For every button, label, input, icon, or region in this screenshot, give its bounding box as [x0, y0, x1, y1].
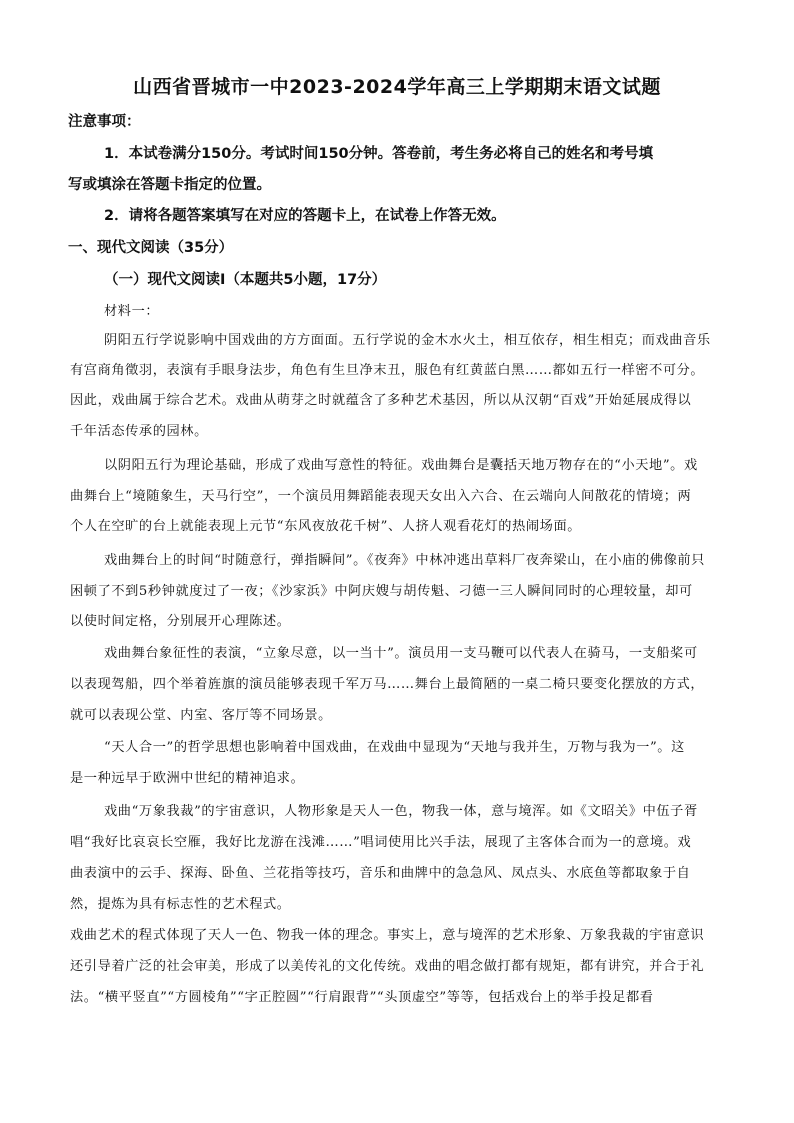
paragraph-line: 困顿了不到5秒钟就度过了一夜；《沙家浜》中阿庆嫂与胡传魁、刁德一三人瞬间同时的心理较量，却可	[70, 584, 693, 599]
paragraph-line: 因此，戏曲属于综合艺术。戏曲从萌芽之时就蕴含了多种艺术基因，所以从汉朝“百戏”开始延展成得以	[70, 393, 692, 408]
paragraph-line: “天人合一”的哲学思想也影响着中国戏曲，在戏曲中显现为“天地与我并生，万物与我为一”。这	[104, 740, 685, 755]
paragraph-line: 戏曲舞台象征性的表演，“立象尽意，以一当十”。演员用一支马鞭可以代表人在骑马，一支船桨可	[104, 646, 698, 661]
paragraph-line: 个人在空旷的台上就能表现上元节“东风夜放花千树”、人挤人观看花灯的热闹场面。	[70, 519, 582, 534]
notice-heading: 注意事项：	[68, 114, 141, 130]
paragraph-line: 法。“横平竖直”“方圆棱角”“字正腔圆”“行肩跟背”“头顶虚空”等等，包括戏台上的举手投足都看	[70, 990, 654, 1005]
paragraph-line: 以表现驾船，四个举着旌旗的演员能够表现千军万马……舞台上最简陋的一桌二椅只要变化摆放的方式，	[70, 677, 705, 692]
paragraph-line: 还引导着广泛的社会审美，形成了以美传礼的文化传统。戏曲的唱念做打都有规矩，都有讲究，并合于礼	[70, 959, 705, 974]
paragraph-line: 有宫商角徵羽，表演有手眼身法步，角色有生旦净末丑，服色有红黄蓝白黑……都如五行一样密不可分。	[70, 363, 705, 378]
paragraph-line: 戏曲艺术的程式体现了天人一色、物我一体的理念。事实上，意与境浑的艺术形象、万象我裁的宇宙意识	[70, 928, 705, 943]
paragraph-line: 唱“我好比哀哀长空雁，我好比龙游在浅滩……”唱词使用比兴手法，展现了主客体合而为一的意境。戏	[70, 835, 692, 850]
paragraph-line: 曲表演中的云手、探海、卧鱼、兰花指等技巧，音乐和曲牌中的急急风、凤点头、水底鱼等都取象于自	[70, 866, 691, 881]
paragraph-line: 以使时间定格，分别展开心理陈述。	[70, 614, 291, 629]
material-label: 材料一：	[104, 304, 160, 319]
section-heading: 一、现代文阅读（35分）	[68, 240, 234, 256]
notice-item-1-line-1: 1．本试卷满分150分。考试时间150分钟。答卷前，考生务必将自己的姓名和考号填	[104, 146, 654, 162]
paragraph-line: 千年活态传承的园林。	[70, 424, 208, 439]
notice-item-1-line-2: 写或填涂在答题卡指定的位置。	[68, 177, 271, 193]
subsection-heading: （一）现代文阅读Ⅰ（本题共5小题，17分）	[104, 272, 387, 288]
paragraph-line: 戏曲舞台上的时间“时随意行，弹指瞬间”。《夜奔》中林冲逃出草料厂夜奔梁山，在小庙的佛像前只	[104, 553, 705, 568]
paragraph-line: 阴阳五行学说影响中国戏曲的方方面面。五行学说的金木水火土，相互依存，相生相克；而戏曲音乐	[104, 333, 711, 348]
paragraph-line: 戏曲“万象我裁”的宇宙意识，人物形象是天人一色，物我一体，意与境浑。如《文昭关》中伍子胥	[104, 804, 698, 819]
paragraph-line: 曲舞台上“境随象生，天马行空”，一个演员用舞蹈能表现天女出入六合、在云端向人间散花的情境；两	[70, 489, 692, 504]
notice-item-2: 2．请将各题答案填写在对应的答题卡上，在试卷上作答无效。	[104, 208, 506, 224]
paragraph-line: 是一种远早于欧洲中世纪的精神追求。	[70, 771, 305, 786]
paragraph-line: 以阴阳五行为理论基础，形成了戏曲写意性的特征。戏曲舞台是囊括天地万物存在的“小天地”。戏	[104, 458, 698, 473]
page-title: 山西省晋城市一中2023-2024学年高三上学期期末语文试题	[133, 76, 661, 98]
paragraph-line: 就可以表现公堂、内室、客厅等不同场景。	[70, 708, 332, 723]
paragraph-line: 然，提炼为具有标志性的艺术程式。	[70, 897, 291, 912]
